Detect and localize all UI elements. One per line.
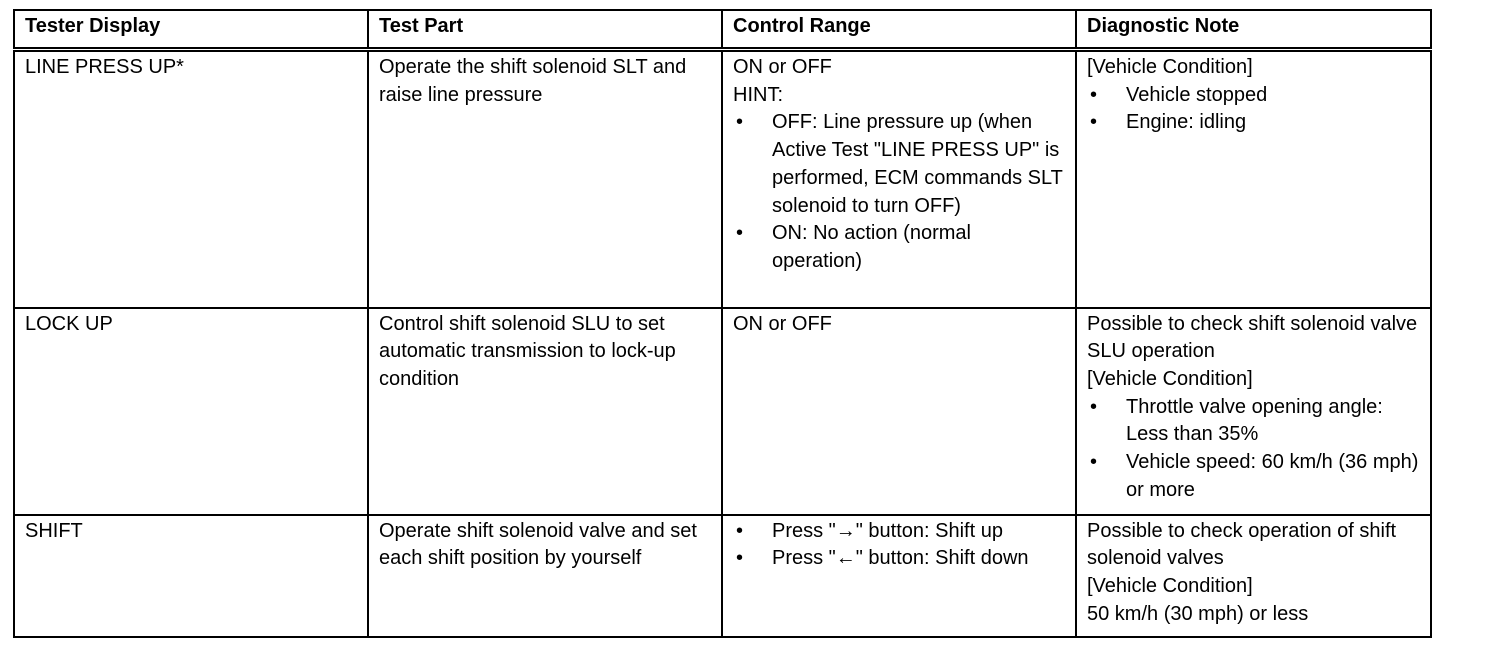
cell-diagnostic-note xyxy=(1076,50,1431,308)
table-row xyxy=(14,515,1431,637)
cell-text-line: [Vehicle Condition] xyxy=(1087,574,1253,597)
cell-text-line: HINT: xyxy=(733,83,783,106)
cell-text-line: [Vehicle Condition] xyxy=(1087,367,1253,390)
cell-diagnostic-note xyxy=(1076,308,1431,515)
table-header xyxy=(14,10,1431,50)
list-item xyxy=(1087,449,1421,504)
cell-test-part: Operate shift solenoid valve and set each shift position by yourself xyxy=(368,515,722,637)
list-item xyxy=(733,545,1066,573)
bullet-list xyxy=(1087,82,1421,137)
bullet-icon: • xyxy=(1090,395,1098,418)
bullet-icon: • xyxy=(736,222,744,245)
header-test-part: Test Part xyxy=(368,10,722,50)
list-item-text: OFF: Line pressure up (when Active Test "LINE PRESS UP" is performed, ECM commands SLT solenoid to turn OFF) xyxy=(772,111,1063,217)
cell-test-part: Control shift solenoid SLU to set automatic transmission to lock-up condition xyxy=(368,308,722,515)
cell-text-line: 50 km/h (30 mph) or less xyxy=(1087,602,1309,625)
list-item-text: Throttle valve opening angle: Less than 35% xyxy=(1126,395,1383,446)
active-test-table xyxy=(13,9,1432,638)
list-item-text: ON: No action (normal operation) xyxy=(772,222,971,272)
list-item-text: Press "→" button: Shift up xyxy=(772,519,1003,542)
header-tester-display: Tester Display xyxy=(14,10,368,50)
list-item xyxy=(733,518,1066,546)
cell-text-line: ON or OFF xyxy=(733,56,832,78)
header-control-range: Control Range xyxy=(722,10,1076,50)
cell-text-line: [Vehicle Condition] xyxy=(1087,56,1253,78)
cell-tester-display: LOCK UP xyxy=(14,308,368,515)
list-item-text: Vehicle speed: 60 km/h (36 mph) or more xyxy=(1126,451,1419,501)
bullet-icon: • xyxy=(1090,451,1098,474)
list-item xyxy=(1087,109,1421,137)
header-row xyxy=(14,10,1431,50)
list-item xyxy=(733,109,1066,220)
cell-test-part: Operate the shift solenoid SLT and raise line pressure xyxy=(368,50,722,308)
cell-control-range xyxy=(722,50,1076,308)
table-row xyxy=(14,50,1431,308)
table-row xyxy=(14,308,1431,515)
cell-control-range xyxy=(722,308,1076,515)
bullet-list xyxy=(733,109,1066,275)
bullet-icon: • xyxy=(736,547,744,570)
bullet-icon: • xyxy=(1090,111,1098,134)
bullet-list xyxy=(733,518,1066,573)
table-body xyxy=(14,50,1431,637)
list-item-text: Vehicle stopped xyxy=(1126,83,1268,106)
bullet-list xyxy=(1087,394,1421,505)
header-diagnostic-note: Diagnostic Note xyxy=(1076,10,1431,50)
cell-control-range xyxy=(722,515,1076,637)
list-item xyxy=(733,220,1066,275)
bullet-icon: • xyxy=(736,111,744,134)
bullet-icon: • xyxy=(736,519,744,542)
list-item xyxy=(1087,394,1421,449)
cell-tester-display: SHIFT xyxy=(14,515,368,637)
cell-diagnostic-note xyxy=(1076,515,1431,637)
cell-tester-display: LINE PRESS UP* xyxy=(14,50,368,308)
cell-text-line: Possible to check shift solenoid valve SLU operation xyxy=(1087,312,1418,363)
list-item-text: Engine: idling xyxy=(1126,111,1247,134)
list-item-text: Press "←" button: Shift down xyxy=(772,547,1029,570)
cell-text-line: ON or OFF xyxy=(733,312,832,335)
cell-text-line: Possible to check operation of shift solenoid valves xyxy=(1087,519,1397,570)
bullet-icon: • xyxy=(1090,83,1098,106)
list-item xyxy=(1087,82,1421,110)
